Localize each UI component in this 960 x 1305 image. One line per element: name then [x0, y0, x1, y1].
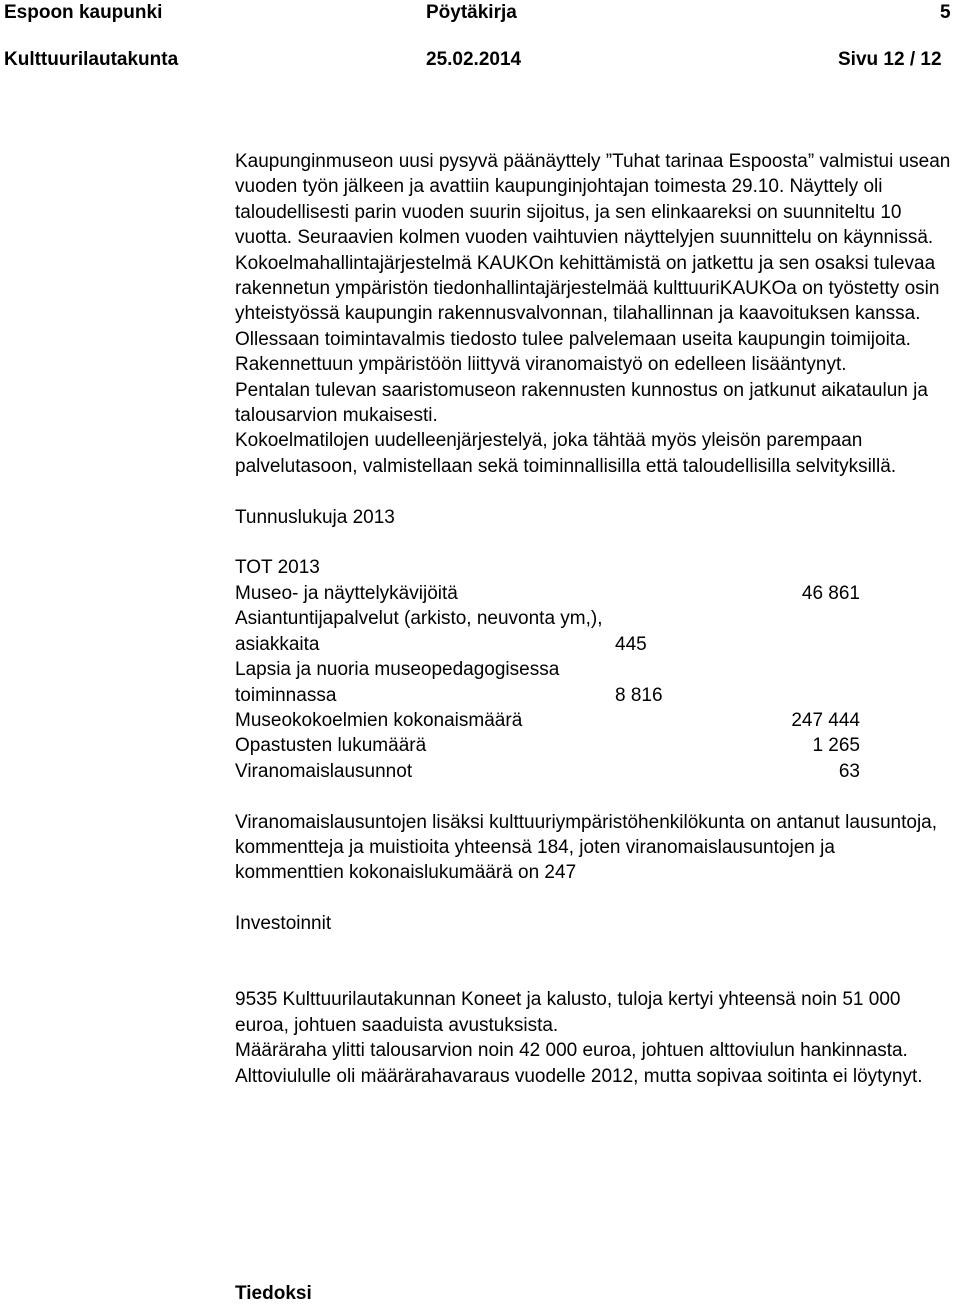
- meeting-date: 25.02.2014: [426, 49, 522, 70]
- stat-label: Museo- ja näyttelykävijöitä: [235, 582, 458, 604]
- stat-value: 8 816: [615, 684, 663, 706]
- document-type: Pöytäkirja: [426, 2, 517, 23]
- stat-value: 1 265: [812, 735, 860, 757]
- paragraph-investments-income: 9535 Kulttuurilautakunnan Koneet ja kalusto, tuloja kertyi yhteensä noin 51 000 euroa, johtuen saaduista avustuksista.: [235, 989, 901, 1036]
- stats-table: [235, 581, 960, 784]
- stat-value: 63: [838, 760, 860, 782]
- paragraph-exhibition: Kaupunginmuseon uusi pysyvä päänäyttely ”Tuhat tarinaa Espoosta” valmistui usean vuoden työn jälkeen ja avattiin kaupunginjohtajan toimesta 29.10. Näyttely oli taloudellisesti parin vuoden suurin sijoitus, ja sen elinkaareksi on suunniteltu 10 vuotta. Seuraavien kolmen vuoden vaihtuvien näyttelyjen suunnittelu on käynnissä.: [235, 151, 951, 249]
- table-row: [235, 606, 860, 657]
- table-row: [235, 759, 860, 784]
- paragraph-statements: Viranomaislausuntojen lisäksi kulttuuriympäristöhenkilökunta on antanut lausuntoja, kommentteja ja muistioita yhteensä 184, joten viranomaislausuntojen ja kommenttien kokonaislukumäärä on 247: [235, 811, 938, 884]
- table-row: [235, 733, 860, 758]
- paragraph-kauko: Kokoelmahallintajärjestelmä KAUKOn kehittämistä on jatkettu ja sen osaksi tulevaa rakennetun ympäristön tiedonhallintajärjestelmää kulttuuriKAUKOa on työstetty osin yhteistyössä kaupungin rakennusvalvonnan, tilahallinnan ja kaavoituksen kanssa. Ollessaan toimintavalmis tiedosto tulee palvelemaan useita kaupungin toimijoita.: [235, 252, 940, 350]
- table-row: [235, 708, 860, 733]
- organization-name: Espoon kaupunki: [4, 2, 163, 23]
- stat-label: Museokokoelmien kokonaismäärä: [235, 709, 523, 731]
- table-row: [235, 657, 860, 708]
- paragraph-pentala: Pentalan tulevan saaristomuseon rakennusten kunnostus on jatkunut aikataulun ja talousarvion mukaisesti.: [235, 379, 928, 427]
- paragraph-authority-work: Rakennettuun ympäristöön liittyvä viranomaistyö on edelleen lisääntynyt.: [235, 354, 847, 376]
- section-heading-tiedoksi: Tiedoksi: [235, 1283, 312, 1304]
- stats-title: Tunnuslukuja 2013: [235, 506, 395, 528]
- stats-year-label: TOT 2013: [235, 557, 320, 579]
- document-body: [235, 149, 960, 1089]
- committee-name: Kulttuurilautakunta: [4, 49, 179, 70]
- stat-value: 46 861: [801, 582, 860, 604]
- table-row: [235, 581, 860, 606]
- paragraph-collections: Kokoelmatilojen uudelleenjärjestelyä, joka tähtää myös yleisön parempaan palvelutasoon, valmistellaan sekä toiminnallisilla että taloudellisilla selvityksillä.: [235, 430, 897, 477]
- page-info: Sivu 12 / 12: [838, 49, 942, 70]
- stat-label: Opastusten lukumäärä: [235, 735, 427, 757]
- page-number: 5: [940, 2, 951, 23]
- stat-value: 247 444: [791, 709, 860, 731]
- paragraph-investments-budget: Määräraha ylitti talousarvion noin 42 000 euroa, johtuen alttoviulun hankinnasta. Alttoviululle oli määrärahavaraus vuodelle 2012, mutta sopivaa soitinta ei löytynyt.: [235, 1040, 923, 1087]
- stat-label: Viranomaislausunnot: [235, 760, 413, 782]
- stat-label: Lapsia ja nuoria museopedagogisessa toiminnassa: [235, 659, 560, 706]
- stat-label: Asiantuntijapalvelut (arkisto, neuvonta ym,), asiakkaita: [235, 608, 603, 655]
- investments-title: Investoinnit: [235, 913, 332, 935]
- stat-value: 445: [615, 633, 647, 655]
